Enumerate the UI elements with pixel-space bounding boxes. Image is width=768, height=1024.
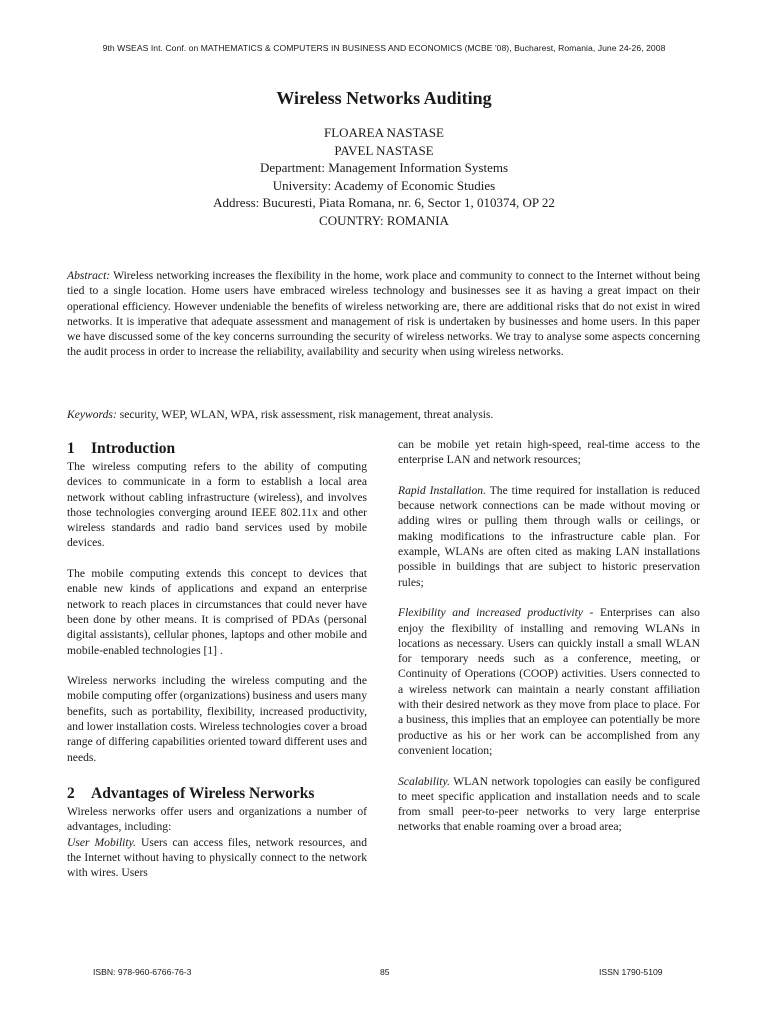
abstract-text: Wireless networking increases the flexibility in the home, work place and community to connect to the Internet without being tied to a single location. Home users have embraced wireless technology and businesses see it as having a great impact on their operational efficiency. However undeniable the benefits of wireless networking are, there are additional risks that do not exist in wired networks. It is imperative that adequate assessment and management of risk is undertaken by businesses and home users. In this paper we have discussed some of the key concerns surrounding the security of wireless networks. We tray to analyse some aspects concerning the audit process in order to increase the reliability, availability and security when using wireless networks. [67,269,700,359]
section-number: 2 [67,784,75,802]
right-column [398,437,700,835]
section-title: Advantages of Wireless Nerworks [91,784,315,802]
user-mobility-text: Users can access files, network resources, and the Internet without having to physically connect to the network with wires. Users [67,835,367,880]
author-block [0,124,768,229]
abstract-label: Abstract: [67,269,111,282]
rapid-installation-label: Rapid Installation. [398,483,486,497]
footer-issn: ISSN 1790-5109 [599,967,663,977]
conference-header: 9th WSEAS Int. Conf. on MATHEMATICS & COMPUTERS IN BUSINESS AND ECONOMICS (MCBE '08), Bucharest, Romania, June 24-26, 2008 [102,43,666,53]
keywords-text: security, WEP, WLAN, WPA, risk assessment, risk management, threat analysis. [119,408,494,421]
user-mobility-label: User Mobility. [67,835,137,849]
user-mobility-paragraph [67,835,367,881]
author-address: Address: Bucuresti, Piata Romana, nr. 6, Sector 1, 010374, OP 22 [213,195,555,210]
rapid-installation-text: The time required for installation is reduced because network connections can be made without moving or adding wires or pulling them through walls or ceilings, or making modifications to the infrastructure cable plan. For example, WLANs are often cited as making LAN installations possible in buildings that are subject to historic preservation rules; [398,483,700,589]
scalability-paragraph [398,774,700,835]
author-university: University: Academy of Economic Studies [272,177,496,193]
scalability-text: WLAN network topologies can easily be configured to meet specific application and installation needs and to scale from small peer-to-peer networks to very large enterprise networks that enable roaming over a broad area; [398,774,700,834]
section-number: 1 [67,440,75,457]
intro-paragraph: Wireless nerworks including the wireless computing and the mobile computing offer (organizations) business and users many benefits, such as portability, flexibility, increased productivity, and lower installation costs. Wireless technologies cover a broad range of differing capabilities oriented toward different uses and needs. [67,674,367,764]
section-title: Introduction [91,440,176,457]
flexibility-text: - Enterprises can also enjoy the flexibility of installing and removing WLANs in locations as necessary. Users can quickly install a small WLAN for temporary needs such as a conference, meeting, or Continuity of Operations (COOP) activities. Users connected to a wireless network can maintain a nearly constant affiliation with their desired network as they move from place to place. For a business, this implies that an employee can potentially be more productive as his or her work can be accomplished from any convenient location; [398,606,700,757]
intro-paragraph: The wireless computing refers to the ability of computing devices to communicate in a form to establish a local area network without cabling infrastructure (wireless), and involves those technologies converging around IEEE 802.11x and other wireless standards and radio band services used by mobile devices. [67,460,367,550]
advantages-intro: Wireless nerworks offer users and organizations a number of advantages, including: [67,804,367,834]
paper-title: Wireless Networks Auditing [276,88,492,108]
section-heading-introduction [67,440,367,458]
intro-paragraph: The mobile computing extends this concept to devices that enable new kinds of applications and expand an enterprise network to reach places in circumstances that could never have been done by other means. It is comprised of PDAs (personal digital assistants), cellular phones, laptops and other mobile and mobile-enabled technologies [1] . [67,567,367,657]
author-country: COUNTRY: ROMANIA [319,212,449,228]
flexibility-paragraph [398,605,700,758]
left-column [67,440,367,880]
keywords-label: Keywords: [67,408,117,421]
footer-page-number: 85 [380,967,390,977]
flexibility-label: Flexibility and increased productivity [398,606,583,620]
rapid-installation-paragraph [398,483,700,590]
author-name: PAVEL NASTASE [334,142,434,158]
keywords [67,407,700,422]
author-department: Department: Management Information Systems [259,160,509,175]
abstract [67,268,700,360]
user-mobility-continued: can be mobile yet retain high-speed, real-time access to the enterprise LAN and network resources; [398,438,700,467]
footer-isbn: ISBN: 978-960-6766-76-3 [93,967,192,977]
scalability-label: Scalability. [398,774,450,788]
author-name: FLOAREA NASTASE [324,125,444,140]
section-heading-advantages [67,785,367,803]
